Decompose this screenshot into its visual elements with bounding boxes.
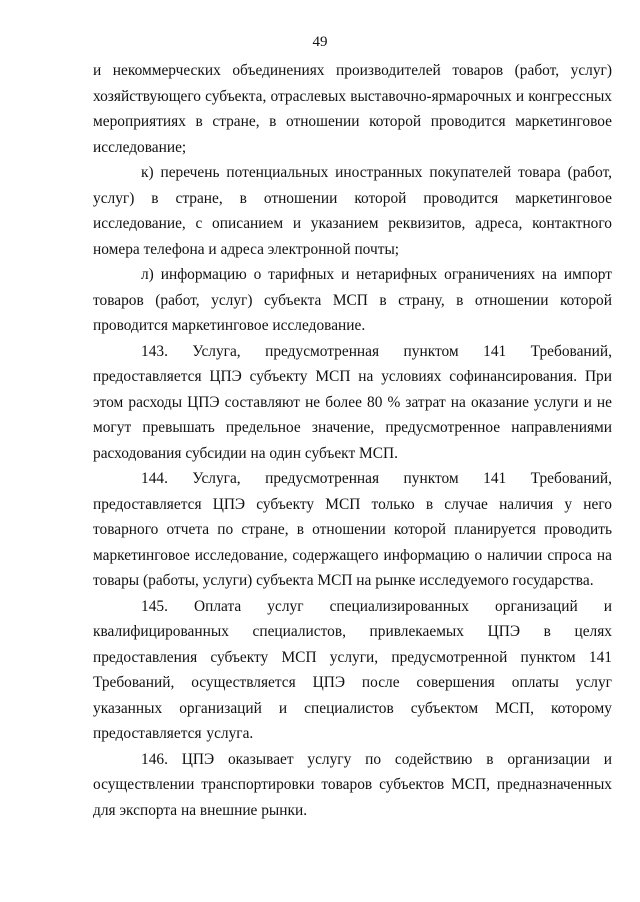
document-body xyxy=(93,58,612,823)
paragraph-continuation: и некоммерческих объединениях производителей товаров (работ, услуг) хозяйствующего субъекта, отраслевых выставочно-ярмарочных и конгрессных мероприятиях в стране, в отношении которой проводится маркетинговое исследование; xyxy=(93,62,612,156)
paragraph-143: 143. Услуга, предусмотренная пунктом 141 Требований, предоставляется ЦПЭ субъекту МСП на условиях софинансирования. При этом расходы ЦПЭ составляют не более 80 % затрат на оказание услуги и не могут превышать предельное значение, предусмотренное направлениями расходования субсидии на один субъект МСП. xyxy=(93,342,612,462)
paragraph-144: 144. Услуга, предусмотренная пунктом 141 Требований, предоставляется ЦПЭ субъекту МСП только в случае наличия у него товарного отчета по стране, в отношении которой планируется проводить маркетинговое исследование, содержащего информацию о наличии спроса на товары (работы, услуги) субъекта МСП на рынке исследуемого государства. xyxy=(93,470,612,589)
paragraph-146: 146. ЦПЭ оказывает услугу по содействию в организации и осуществлении транспортировки товаров субъектов МСП, предназначенных для экспорта на внешние рынки. xyxy=(93,750,612,819)
paragraph-145: 145. Оплата услуг специализированных организаций и квалифицированных специалистов, привлекаемых ЦПЭ в целях предоставления субъекту МСП услуги, предусмотренной пунктом 141 Требований, осуществляется ЦПЭ после совершения оплаты услуг указанных организаций и специалистов субъектом МСП, которому предоставляется услуга. xyxy=(93,597,612,742)
page-number: 49 xyxy=(312,34,328,50)
paragraph-item-k: к) перечень потенциальных иностранных покупателей товара (работ, услуг) в стране, в отношении которой проводится маркетинговое исследование, с описанием и указанием реквизитов, адреса, контактного номера телефона и адреса электронной почты; xyxy=(93,164,612,258)
paragraph-item-l: л) информацию о тарифных и нетарифных ограничениях на импорт товаров (работ, услуг) субъекта МСП в страну, в отношении которой проводится маркетинговое исследование. xyxy=(93,266,612,334)
